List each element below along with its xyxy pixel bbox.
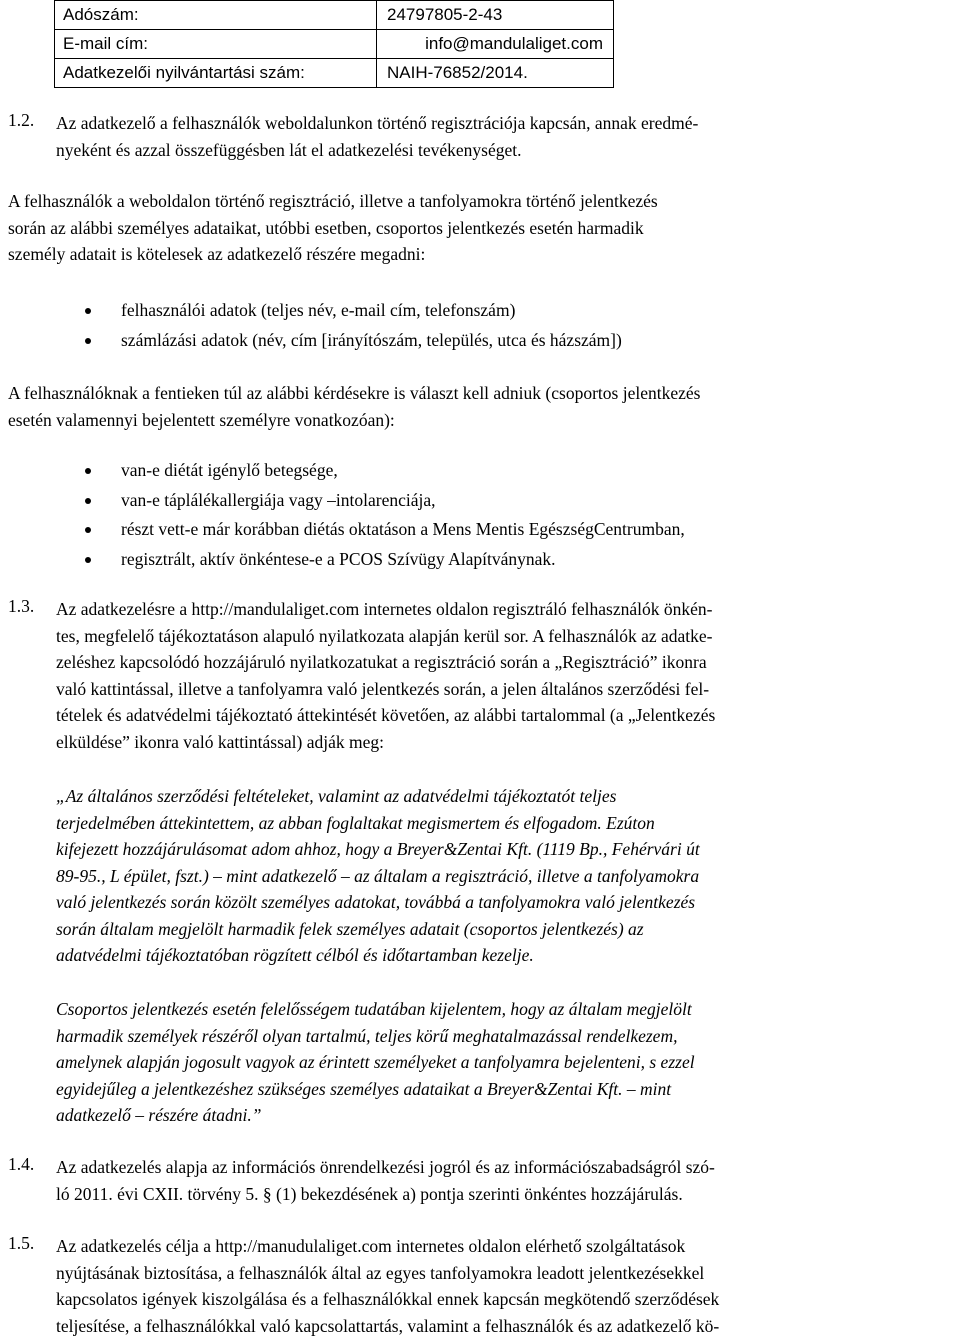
bullet-icon xyxy=(85,338,91,344)
text-line: esetén valamennyi bejelentett személyre vonatkozóan): xyxy=(8,409,395,430)
registry-number-value: NAIH-76852/2014. xyxy=(377,59,614,88)
list-item xyxy=(85,545,685,575)
section-text xyxy=(56,596,924,755)
section-number: 1.3. xyxy=(8,596,35,616)
text-line: harmadik személyek részéről olyan tartalmú, teljes körű meghatalmazással rendelkezem, xyxy=(56,1025,678,1046)
text-line: teljesítése, a felhasználókkal való kapcsolattartás, valamint a felhasználók és az adatkezelő kö- xyxy=(56,1315,720,1336)
text-line: adatvédelmi tájékoztatóban rögzített célból és időtartamban kezelje. xyxy=(56,945,534,965)
email-value: info@mandulaliget.com xyxy=(377,30,614,59)
text-line: Az adatkezelés alapja az információs önrendelkezési jogról és az információszabadságról szó- xyxy=(56,1157,715,1177)
registry-number-label: Adatkezelői nyilvántartási szám: xyxy=(55,59,377,88)
text-line: A felhasználóknak a fentieken túl az alábbi kérdésekre is választ kell adniuk (csoportos jelentkezés xyxy=(8,383,701,403)
list-item xyxy=(85,296,622,326)
company-info-table xyxy=(54,0,614,88)
text-line: nyújtásának biztosítása, a felhasználók által az egyes tanfolyamokra leadott jelentkezésekkel xyxy=(56,1262,705,1283)
text-line: tes, megfelelő tájékoztatáson alapuló nyilatkozata alapján kerül sor. A felhasználók az adatke- xyxy=(56,625,713,646)
list-item xyxy=(85,486,685,516)
text-line: Az adatkezelés célja a http://manudulaliget.com internetes oldalon elérhető szolgáltatások xyxy=(56,1236,686,1256)
text-line: Az adatkezelésre a http://mandulaliget.com internetes oldalon regisztráló felhasználók önkén- xyxy=(56,599,713,619)
section-text xyxy=(56,1233,924,1339)
text-line: elküldése” ikonra való kattintással) adják meg: xyxy=(56,731,385,752)
paragraph-questions xyxy=(8,380,924,433)
section-number: 1.5. xyxy=(8,1233,35,1253)
text-line: adatkezelő – részére átadni.” xyxy=(56,1105,262,1125)
paragraph-collected-data xyxy=(8,188,924,268)
text-line: kapcsolatos igények kiszolgálása és a felhasználókkal ennek kapcsán megkötendő szerződések xyxy=(56,1289,720,1309)
list-item-text: van-e táplálékallergiája vagy –intolarenciája, xyxy=(121,489,436,510)
group-consent-statement xyxy=(56,996,924,1129)
text-line: Az adatkezelő a felhasználók weboldalunkon történő regisztrációja kapcsán, annak eredmé- xyxy=(56,113,699,133)
bullet-icon xyxy=(85,498,91,504)
bullet-icon xyxy=(85,527,91,533)
bullet-icon xyxy=(85,557,91,563)
text-line: való jelentkezés során közölt személyes adatokat, továbbá a tanfolyamokra való jelentkezés xyxy=(56,892,696,912)
consent-statement xyxy=(56,783,924,969)
text-line: személy adatait is kötelesek az adatkezelő részére megadni: xyxy=(8,244,426,264)
text-line: zeléshez kapcsolódó hozzájáruló nyilatkozatukat a regisztráció során a „Regisztráció” ikonra xyxy=(56,652,707,672)
text-line: kifejezett hozzájárulásomat adom ahhoz, hogy a Breyer&Zentai Kft. (1119 Bp., Fehérvári út xyxy=(56,839,700,859)
list-item-text: részt vett-e már korábban diétás oktatáson a Mens Mentis EgészségCentrumban, xyxy=(121,519,685,539)
table-row xyxy=(55,59,614,88)
table-row xyxy=(55,30,614,59)
list-item-text: számlázási adatok (név, cím [irányítószám, település, utca és házszám]) xyxy=(121,329,622,350)
list-item-text: regisztrált, aktív önkéntese-e a PCOS Szívügy Alapítványnak. xyxy=(121,548,556,569)
tax-number-label: Adószám: xyxy=(55,1,377,30)
tax-number-value: 24797805-2-43 xyxy=(377,1,614,30)
list-item-text: felhasználói adatok (teljes név, e-mail cím, telefonszám) xyxy=(121,300,516,320)
table-row xyxy=(55,1,614,30)
section-number: 1.2. xyxy=(8,110,35,130)
section-number: 1.4. xyxy=(8,1154,35,1174)
text-line: terjedelmében áttekintettem, az abban foglaltakat megismertem és elfogadom. Ezúton xyxy=(56,812,655,833)
section-text xyxy=(56,1154,924,1207)
text-line: 89-95., L épület, fszt.) – mint adatkezelő – az általam a regisztráció, illetve a tanfolyamokra xyxy=(56,865,700,886)
text-line: „Az általános szerződési feltételeket, valamint az adatvédelmi tájékoztatót teljes xyxy=(56,786,617,806)
text-line: Csoportos jelentkezés esetén felelősségem tudatában kijelentem, hogy az általam megjelölt xyxy=(56,999,692,1019)
bullet-list-questions xyxy=(85,456,685,574)
list-item xyxy=(85,515,685,545)
text-line: nyeként és azzal összefüggésben lát el adatkezelési tevékenységet. xyxy=(56,139,522,160)
text-line: egyidejűleg a jelentkezéshez szükséges személyes adataikat a Breyer&Zentai Kft. – mint xyxy=(56,1078,672,1099)
text-line: ló 2011. évi CXII. törvény 5. § (1) bekezdésének a) pontja szerinti önkéntes hozzájárulás. xyxy=(56,1183,683,1204)
email-label: E-mail cím: xyxy=(55,30,377,59)
text-line: során általam megjelölt harmadik felek személyes adatait (csoportos jelentkezés) az xyxy=(56,918,644,939)
list-item-text: van-e diétát igénylő betegsége, xyxy=(121,460,338,480)
list-item xyxy=(85,326,622,356)
text-line: amelynek alapján jogosult vagyok az érintett személyeket a tanfolyamra bejelenteni, s ezzel xyxy=(56,1052,695,1072)
text-line: A felhasználók a weboldalon történő regisztráció, illetve a tanfolyamokra történő jelentkezés xyxy=(8,191,658,211)
text-line: való kattintással, illetve a tanfolyamra való jelentkezés során, a jelen általános szerződési fel- xyxy=(56,678,710,699)
bullet-icon xyxy=(85,308,91,314)
list-item xyxy=(85,456,685,486)
text-line: tételek és adatvédelmi tájékoztató áttekintését követően, az alábbi tartalommal (a „Jelentkezés xyxy=(56,705,716,725)
bullet-icon xyxy=(85,468,91,474)
text-line: során az alábbi személyes adataikat, utóbbi esetben, csoportos jelentkezés esetén harmadik xyxy=(8,217,644,238)
section-text xyxy=(56,110,924,163)
bullet-list-user-data xyxy=(85,296,622,355)
